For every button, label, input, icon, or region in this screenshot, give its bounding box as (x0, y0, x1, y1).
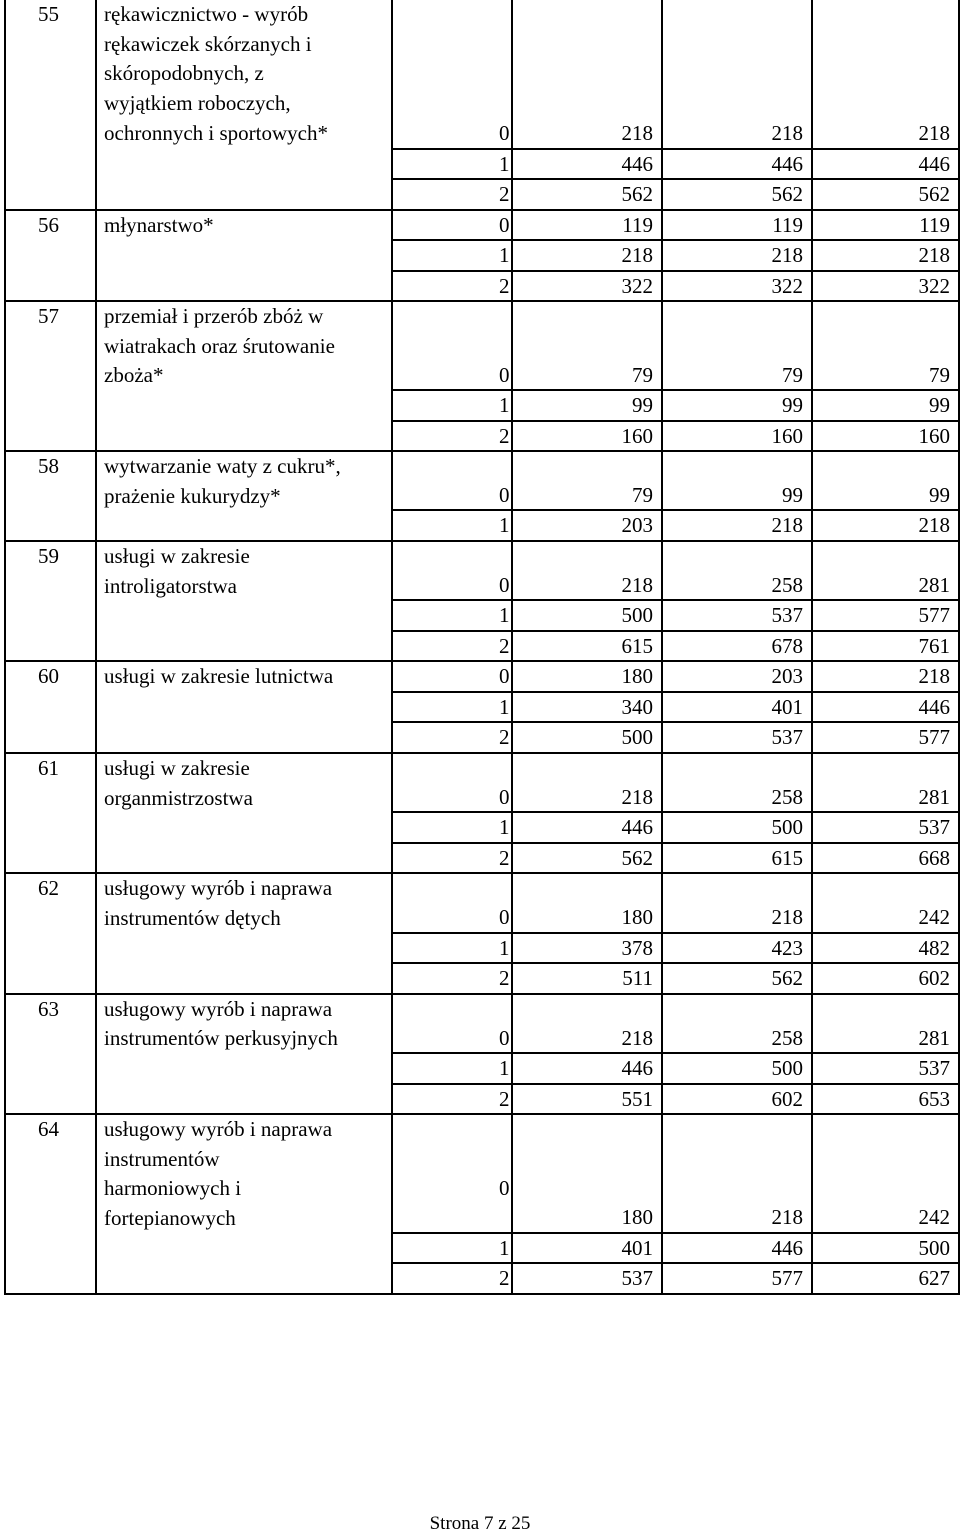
rate-cell (812, 753, 959, 812)
rate-value: 761 (918, 633, 950, 658)
variant-value: 1 (499, 1056, 510, 1081)
activity-name (96, 451, 392, 541)
rate-cell (512, 301, 662, 390)
rate-value: 577 (771, 1266, 803, 1291)
rate-value: 218 (771, 513, 803, 538)
rate-value: 218 (621, 243, 653, 267)
variant-value: 1 (499, 151, 510, 176)
variant-cell (392, 963, 512, 994)
activity-name (96, 301, 392, 451)
rate-cell (512, 240, 662, 271)
rate-cell (662, 421, 812, 452)
variant-value: 0 (499, 572, 510, 597)
activity-name-line: organmistrzostwa (104, 785, 253, 810)
rate-value: 500 (771, 1056, 803, 1081)
variant-value: 1 (499, 694, 510, 719)
variant-cell (392, 0, 512, 149)
variant-cell (392, 1114, 512, 1233)
rate-value: 423 (771, 935, 803, 960)
rate-value: 537 (918, 815, 950, 840)
variant-cell (392, 1084, 512, 1115)
rate-value: 511 (622, 966, 653, 991)
rate-cell (512, 753, 662, 812)
rate-cell (512, 541, 662, 600)
activity-name-line: przemiał i przerób zbóż w (104, 304, 324, 328)
rate-value: 537 (621, 1266, 653, 1291)
activity-name-line: wytwarzanie waty z cukru*, (104, 454, 341, 479)
rate-value: 537 (918, 1056, 950, 1081)
variant-value: 0 (499, 121, 510, 145)
rate-cell (812, 179, 959, 210)
variant-cell (392, 661, 512, 692)
rate-cell (512, 692, 662, 723)
rate-value: 446 (621, 815, 653, 840)
activity-name-line: harmoniowych i (104, 1176, 242, 1201)
activity-name-line: wyjątkiem roboczych, (104, 91, 291, 116)
activity-name-line: usługowy wyrób i naprawa (104, 996, 333, 1021)
variant-cell (392, 149, 512, 180)
rate-value: 99 (782, 393, 803, 418)
rate-cell (812, 301, 959, 390)
page-footer: Strona 7 z 25 (429, 1513, 531, 1534)
row-number: 61 (5, 753, 96, 873)
rate-cell (512, 1084, 662, 1115)
variant-cell (392, 753, 512, 812)
rate-value: 258 (771, 1025, 803, 1050)
rate-cell (662, 1114, 812, 1233)
rate-cell (512, 722, 662, 753)
rate-value: 79 (782, 362, 803, 387)
rate-value: 446 (918, 151, 950, 176)
variant-cell (392, 812, 512, 843)
variant-value: 2 (499, 966, 510, 991)
row-number: 55 (5, 0, 96, 210)
variant-cell (392, 301, 512, 390)
variant-cell (392, 541, 512, 600)
rate-cell (812, 1053, 959, 1084)
table-row (5, 541, 959, 600)
rate-value: 218 (621, 1025, 653, 1050)
rate-cell (812, 0, 959, 149)
variant-value: 1 (499, 513, 510, 538)
rate-cell (512, 421, 662, 452)
rate-value: 378 (621, 935, 653, 960)
row-number: 63 (5, 994, 96, 1114)
table-row (5, 753, 959, 812)
variant-cell (392, 722, 512, 753)
variant-cell (392, 631, 512, 662)
variant-cell (392, 390, 512, 421)
rate-value: 258 (771, 572, 803, 597)
activity-name-line: skóropodobnych, z (104, 61, 264, 86)
rate-value: 500 (918, 1235, 950, 1260)
row-number: 62 (5, 873, 96, 993)
rate-value: 218 (771, 905, 803, 930)
rate-value: 79 (632, 362, 653, 387)
rate-cell (512, 600, 662, 631)
rate-value: 79 (632, 482, 653, 507)
rate-cell (812, 963, 959, 994)
rate-value: 258 (771, 784, 803, 809)
rate-cell (662, 271, 812, 302)
rate-cell (512, 661, 662, 692)
rate-cell (512, 873, 662, 932)
rate-value: 218 (621, 572, 653, 597)
rate-value: 615 (621, 633, 653, 658)
rate-cell (512, 451, 662, 510)
rate-value: 500 (621, 603, 653, 628)
variant-value: 0 (499, 1025, 510, 1050)
rate-cell (812, 600, 959, 631)
rate-cell (662, 600, 812, 631)
variant-cell (392, 510, 512, 541)
rate-cell (662, 510, 812, 541)
rate-cell (662, 541, 812, 600)
rate-cell (812, 451, 959, 510)
rate-value: 180 (621, 1205, 653, 1230)
rate-cell (812, 812, 959, 843)
activity-name-line: wiatrakach oraz śrutowanie (104, 333, 335, 358)
variant-value: 2 (499, 725, 510, 750)
rate-value: 218 (918, 121, 950, 145)
rate-cell (812, 1084, 959, 1115)
rate-cell (662, 1233, 812, 1264)
rate-cell (812, 692, 959, 723)
rate-cell (512, 271, 662, 302)
activity-name-line: ochronnych i sportowych* (104, 120, 328, 145)
rate-cell (662, 661, 812, 692)
variant-value: 1 (499, 935, 510, 960)
variant-cell (392, 1263, 512, 1294)
row-number: 59 (5, 541, 96, 661)
rate-cell (662, 1263, 812, 1294)
rate-value: 160 (621, 423, 653, 448)
activity-name-line: instrumentów perkusyjnych (104, 1026, 338, 1051)
rate-cell (812, 1233, 959, 1264)
rate-value: 446 (771, 1235, 803, 1260)
variant-value: 1 (499, 393, 510, 418)
rate-value: 602 (771, 1086, 803, 1111)
rate-value: 218 (918, 664, 950, 689)
rate-value: 446 (771, 151, 803, 176)
rate-value: 500 (771, 815, 803, 840)
rate-cell (512, 843, 662, 874)
table-row (5, 0, 959, 149)
variant-value: 2 (499, 182, 510, 206)
rate-value: 482 (918, 935, 950, 960)
variant-cell (392, 600, 512, 631)
table-row (5, 451, 959, 510)
activity-name-line: usługowy wyrób i naprawa (104, 876, 333, 901)
rate-value: 119 (919, 212, 950, 237)
rate-value: 218 (918, 513, 950, 538)
rate-value: 322 (771, 273, 803, 298)
variant-cell (392, 271, 512, 302)
activity-name-line: rękawicznictwo - wyrób (104, 2, 309, 26)
rate-cell (662, 451, 812, 510)
rate-cell (662, 0, 812, 149)
rate-cell (512, 631, 662, 662)
rate-cell (512, 994, 662, 1053)
rate-value: 322 (621, 273, 653, 298)
variant-value: 1 (499, 1235, 510, 1260)
variant-value: 0 (499, 1175, 510, 1200)
rate-value: 562 (621, 845, 653, 870)
rate-cell (512, 390, 662, 421)
rate-value: 446 (621, 1056, 653, 1081)
rate-value: 322 (918, 273, 950, 298)
rate-cell (662, 933, 812, 964)
table-row (5, 661, 959, 692)
activity-name (96, 661, 392, 753)
rate-cell (662, 873, 812, 932)
variant-value: 0 (499, 905, 510, 930)
rate-cell (812, 390, 959, 421)
rate-value: 218 (771, 243, 803, 267)
activity-name (96, 753, 392, 873)
rate-cell (662, 963, 812, 994)
rate-value: 99 (929, 393, 950, 418)
rate-cell (512, 0, 662, 149)
rate-cell (812, 510, 959, 541)
variant-value: 2 (499, 273, 510, 298)
rate-cell (512, 963, 662, 994)
row-number: 56 (5, 210, 96, 302)
rate-value: 562 (771, 966, 803, 991)
activity-name-line: usługi w zakresie (104, 755, 250, 780)
rate-value: 340 (621, 694, 653, 719)
rate-cell (662, 390, 812, 421)
rate-value: 537 (771, 725, 803, 750)
variant-value: 1 (499, 243, 510, 267)
rate-value: 203 (621, 513, 653, 538)
variant-cell (392, 1053, 512, 1084)
activity-name (96, 1114, 392, 1294)
rate-cell (812, 210, 959, 241)
rate-cell (512, 1263, 662, 1294)
variant-value: 0 (499, 212, 510, 237)
variant-cell (392, 692, 512, 723)
activity-name-line: fortepianowych (104, 1206, 236, 1231)
rate-cell (662, 1053, 812, 1084)
rate-cell (662, 240, 812, 271)
rate-value: 627 (918, 1266, 950, 1291)
rate-value: 160 (771, 423, 803, 448)
rate-value: 678 (771, 633, 803, 658)
rate-value: 160 (918, 423, 950, 448)
rate-cell (512, 812, 662, 843)
variant-cell (392, 451, 512, 510)
row-number: 60 (5, 661, 96, 753)
rate-value: 537 (771, 603, 803, 628)
variant-cell (392, 210, 512, 241)
variant-value: 0 (499, 482, 510, 507)
variant-value: 1 (499, 603, 510, 628)
variant-value: 0 (499, 784, 510, 809)
rate-cell (662, 149, 812, 180)
activity-name-line: prażenie kukurydzy* (104, 483, 281, 508)
rate-value: 653 (918, 1086, 950, 1111)
rate-value: 668 (918, 845, 950, 870)
rate-value: 446 (918, 694, 950, 719)
table-row (5, 994, 959, 1053)
table-row (5, 301, 959, 390)
rate-cell (662, 994, 812, 1053)
rate-value: 119 (622, 212, 653, 237)
variant-value: 0 (499, 362, 510, 387)
rates-table (4, 0, 960, 1295)
rate-value: 99 (929, 482, 950, 507)
rate-cell (812, 149, 959, 180)
rate-value: 281 (918, 1025, 950, 1050)
rate-value: 562 (771, 182, 803, 206)
activity-name (96, 873, 392, 993)
rate-cell (512, 1114, 662, 1233)
rate-cell (812, 994, 959, 1053)
rate-cell (812, 421, 959, 452)
variant-value: 2 (499, 845, 510, 870)
activity-name (96, 994, 392, 1114)
activity-name-line: usługowy wyrób i naprawa (104, 1117, 333, 1142)
rate-value: 281 (918, 572, 950, 597)
rate-value: 562 (621, 182, 653, 206)
table-row (5, 873, 959, 932)
rate-value: 218 (771, 121, 803, 145)
rate-value: 180 (621, 664, 653, 689)
activity-name-line: instrumentów dętych (104, 905, 281, 930)
rate-value: 615 (771, 845, 803, 870)
rate-cell (812, 271, 959, 302)
rate-cell (512, 1053, 662, 1084)
activity-name-line: zboża* (104, 363, 164, 388)
rate-value: 119 (772, 212, 803, 237)
rate-value: 79 (929, 362, 950, 387)
rate-value: 281 (918, 784, 950, 809)
rate-cell (662, 631, 812, 662)
rate-cell (662, 179, 812, 210)
rate-cell (662, 812, 812, 843)
rate-value: 500 (621, 725, 653, 750)
activity-name (96, 210, 392, 302)
rate-cell (662, 210, 812, 241)
variant-cell (392, 994, 512, 1053)
variant-cell (392, 843, 512, 874)
variant-value: 0 (499, 664, 510, 689)
variant-cell (392, 1233, 512, 1264)
rate-cell (812, 1263, 959, 1294)
rate-value: 446 (621, 151, 653, 176)
rate-cell (812, 722, 959, 753)
row-number: 58 (5, 451, 96, 541)
rate-value: 218 (621, 121, 653, 145)
activity-name-line: introligatorstwa (104, 573, 237, 598)
rate-cell (662, 692, 812, 723)
activity-name (96, 541, 392, 661)
rate-value: 218 (621, 784, 653, 809)
rate-value: 203 (771, 664, 803, 689)
variant-cell (392, 179, 512, 210)
rate-cell (662, 301, 812, 390)
rate-value: 602 (918, 966, 950, 991)
rate-cell (812, 843, 959, 874)
variant-value: 2 (499, 1266, 510, 1291)
rate-value: 218 (771, 1205, 803, 1230)
rate-value: 180 (621, 905, 653, 930)
rate-value: 577 (918, 725, 950, 750)
rate-value: 218 (918, 243, 950, 267)
rate-value: 242 (918, 1205, 950, 1230)
rate-value: 242 (918, 905, 950, 930)
activity-name (96, 0, 392, 210)
rate-cell (662, 753, 812, 812)
rate-value: 99 (782, 482, 803, 507)
rate-value: 99 (632, 393, 653, 418)
row-number: 64 (5, 1114, 96, 1294)
rate-value: 401 (621, 1235, 653, 1260)
rate-cell (662, 843, 812, 874)
variant-value: 1 (499, 815, 510, 840)
rate-cell (812, 933, 959, 964)
table-row (5, 1114, 959, 1233)
rate-value: 562 (918, 182, 950, 206)
rate-cell (662, 1084, 812, 1115)
rate-cell (812, 631, 959, 662)
variant-value: 2 (499, 633, 510, 658)
rate-cell (512, 149, 662, 180)
rate-cell (812, 1114, 959, 1233)
rate-cell (512, 1233, 662, 1264)
rate-cell (512, 933, 662, 964)
activity-name-line: rękawiczek skórzanych i (104, 31, 312, 56)
row-number: 57 (5, 301, 96, 451)
variant-value: 2 (499, 1086, 510, 1111)
table-row (5, 210, 959, 241)
rate-cell (512, 179, 662, 210)
rate-value: 401 (771, 694, 803, 719)
rate-cell (512, 210, 662, 241)
rate-cell (812, 873, 959, 932)
rate-cell (662, 722, 812, 753)
variant-value: 2 (499, 423, 510, 448)
variant-cell (392, 933, 512, 964)
rate-cell (812, 240, 959, 271)
rate-value: 551 (621, 1086, 653, 1111)
rate-cell (812, 541, 959, 600)
variant-cell (392, 873, 512, 932)
rate-cell (512, 510, 662, 541)
variant-cell (392, 421, 512, 452)
activity-name-line: instrumentów (104, 1146, 220, 1171)
rate-cell (812, 661, 959, 692)
activity-name-line: usługi w zakresie (104, 543, 250, 568)
rate-value: 577 (918, 603, 950, 628)
activity-name-line: usługi w zakresie lutnictwa (104, 664, 334, 689)
variant-cell (392, 240, 512, 271)
activity-name-line: młynarstwo* (104, 212, 214, 237)
